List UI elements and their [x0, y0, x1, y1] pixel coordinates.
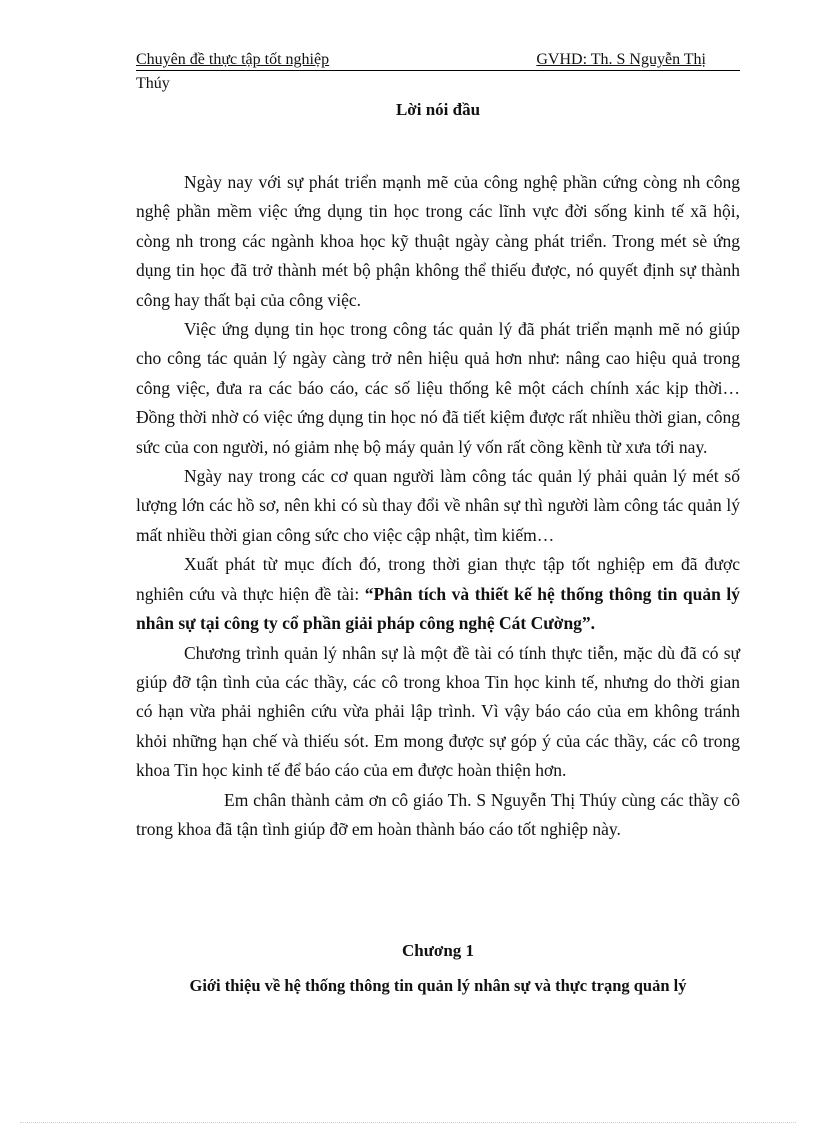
thesis-topic-quote: “Phân tích và thiết kế hệ thống thông tin quản lý nhân sự tại công ty cổ phần giải pháp công nghệ Cát Cường”. — [136, 583, 741, 634]
body-text — [136, 168, 740, 844]
page-title: Lời nói đầu — [395, 100, 481, 119]
paragraph-4-text: Xuất phát từ mục đích đó, trong thời gian thực tập tốt nghiệp em đã được nghiên cứu và thực hiện đề tài: — [136, 554, 740, 604]
chapter-subtitle: Giới thiệu về hệ thống thông tin quản lý nhân sự và thực trạng quản lý — [189, 976, 687, 995]
header-line — [136, 50, 740, 71]
paragraph-4 — [136, 550, 740, 638]
paragraph-1: Ngày nay với sự phát triển mạnh mẽ của công nghệ phần cứng còng nh công nghệ phần mềm việc ứng dụng tin học trong các lĩnh vực đời sống kinh tế xã hội, còng nh trong các ngành khoa học kỹ thuật ngày càng phát triển. Trong mét sè ứng dụng tin học đã trở thành mét bộ phận không thể thiếu được, nó quyết định sự thành công hay thất bại của công việc. — [136, 172, 740, 310]
header-right-text: GVHD: Th. S Nguyễn Thị — [536, 51, 706, 68]
header-continuation: Thúy — [136, 75, 170, 92]
paragraph-6: Em chân thành cảm ơn cô giáo Th. S Nguyễn Thị Thúy cùng các thầy cô trong khoa đã tận tình giúp đỡ em hoàn thành báo cáo tốt nghiệp này. — [136, 789, 740, 839]
chapter-heading: Chương 1 — [401, 941, 475, 960]
paragraph-3: Ngày nay trong các cơ quan người làm công tác quản lý phải quản lý mét số lượng lớn các hồ sơ, nên khi có sù thay đổi về nhân sự thì người làm công tác quản lý mất nhiều thời gian công sức cho việc cập nhật, tìm kiếm… — [136, 466, 740, 545]
header-left-text: Chuyên đề thực tập tốt nghiệp — [136, 51, 330, 68]
paragraph-2: Việc ứng dụng tin học trong công tác quản lý đã phát triển mạnh mẽ nó giúp cho công tác quản lý ngày càng trở nên hiệu quả hơn như: nâng cao hiệu quả trong công việc, đưa ra các báo cáo, các số liệu thống kê một cách chính xác kịp thời… Đồng thời nhờ có việc ứng dụng tin học nó đã tiết kiệm được rất nhiều thời gian, công sức của con người, nó giảm nhẹ bộ máy quản lý vốn rất cồng kềnh từ xưa tới nay. — [136, 319, 740, 457]
paragraph-5: Chương trình quản lý nhân sự là một đề tài có tính thực tiễn, mặc dù đã có sự giúp đỡ tận tình của các thầy, các cô trong khoa Tin học kinh tế, nhưng do thời gian có hạn vừa phải nghiên cứu vừa phải lập trình. Vì vậy báo cáo của em không tránh khỏi những hạn chế và thiếu sót. Em mong được sự góp ý của các thầy, các cô trong khoa Tin học kinh tế để báo cáo của em được hoàn thiện hơn. — [136, 642, 740, 781]
page-header — [136, 50, 740, 94]
